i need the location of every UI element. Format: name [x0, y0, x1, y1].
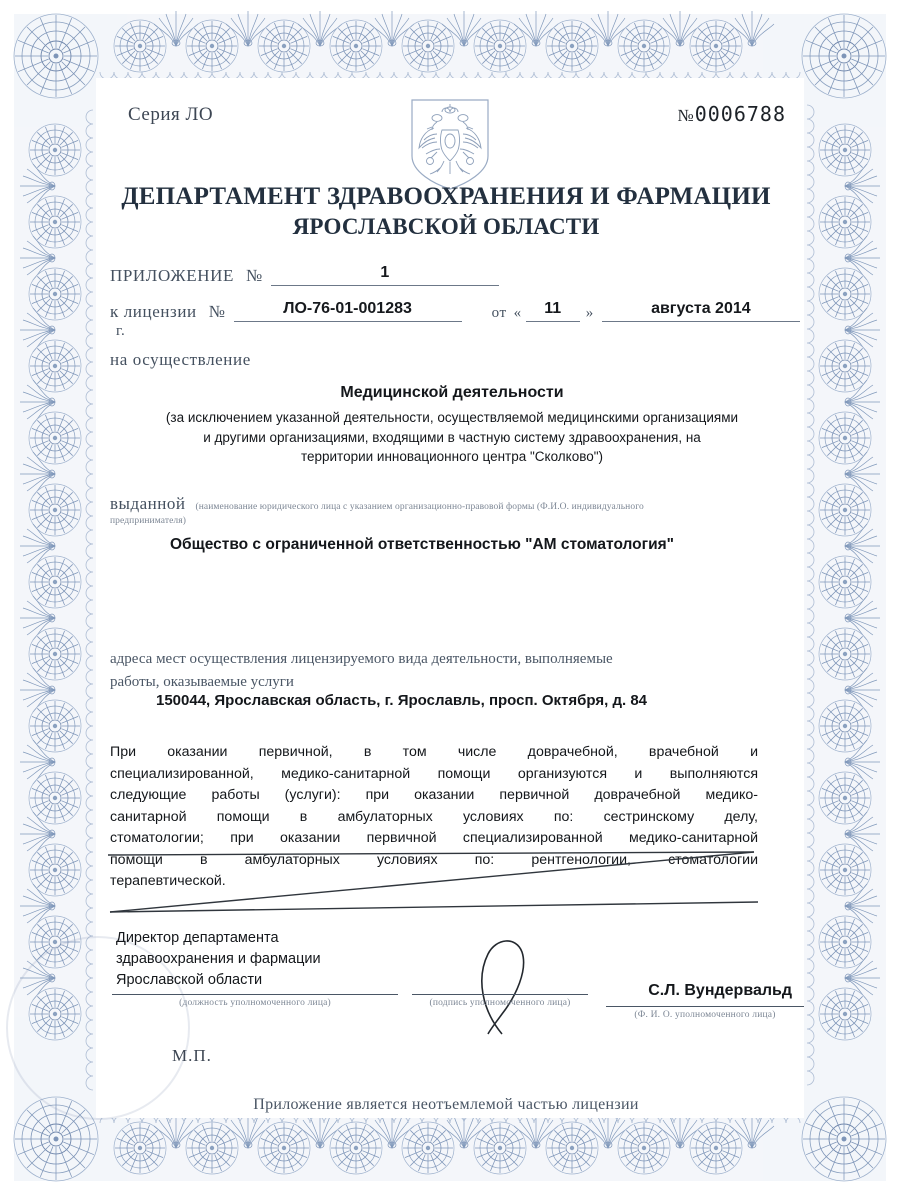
services-line7: терапевтической.	[110, 873, 226, 890]
activity-note-line1: (за исключением указанной деятельности, осуществляемой медицинскими организациями	[165, 410, 739, 425]
license-number-value: ЛО-76-01-001283	[234, 300, 462, 322]
activity-name: Медицинской деятельности	[340, 384, 564, 401]
signature-line-fullname	[606, 1006, 804, 1007]
cancellation-mark	[106, 850, 766, 924]
activity-prefix-label: на осуществление	[110, 350, 251, 369]
handwritten-signature-icon	[460, 930, 550, 1038]
signatory-role-line3: Ярославской области	[116, 972, 263, 989]
organization-name: Общество с ограниченной ответственностью "АМ стоматология"	[170, 536, 675, 553]
appendix-label: ПРИЛОЖЕНИЕ	[110, 266, 234, 285]
serial-number	[677, 102, 786, 126]
services-line4: санитарной помощи в амбулаторных условиях по: сестринскому делу,	[110, 808, 758, 825]
quote-close: »	[585, 305, 594, 321]
signatory-role	[116, 928, 321, 991]
appendix-number-sign: №	[245, 266, 263, 285]
activity-block	[126, 384, 778, 467]
services-line5: стоматологии; при оказании первичной специализированной медико-санитарной	[110, 830, 758, 847]
appendix-number-row	[110, 264, 800, 298]
services-line2: специализированной, медико-санитарной помощи организуются и выполняются	[110, 765, 758, 782]
signatory-role-line2: здравоохранения и фармации	[116, 951, 321, 968]
services-line6: помощи в амбулаторных условиях по: рентгенологии, стоматологии	[110, 851, 758, 868]
quote-open: «	[513, 305, 522, 321]
caption-fullname: (Ф. И. О. уполномоченного лица)	[634, 1010, 776, 1020]
activity-note-line3: территории инновационного центра "Сколково")	[300, 449, 604, 465]
year-suffix: г.	[116, 323, 126, 339]
caption-signature: (подпись уполномоченного лица)	[429, 998, 571, 1008]
caption-position: (должность уполномоченного лица)	[179, 998, 331, 1008]
issued-caption-line2: предпринимателя)	[110, 516, 187, 527]
signature-line-signature	[412, 994, 588, 995]
date-from-label: от	[491, 305, 507, 321]
license-label: к лицензии	[110, 302, 197, 321]
number-sign: №	[677, 106, 695, 125]
activity-note	[126, 408, 778, 467]
activity-note-line2: и другими организациями, входящими в частную систему здравоохранения, на	[203, 429, 701, 445]
issued-label: выданной	[110, 494, 186, 513]
serial-number-value: 0006788	[694, 102, 786, 126]
appendix-number-value: 1	[271, 264, 499, 286]
date-month-year-value: августа 2014	[602, 300, 800, 322]
services-line1: При оказании первичной, в том числе доврачебной, врачебной и	[110, 744, 758, 760]
signatory-role-line1: Директор департамента	[116, 930, 279, 946]
signatory-name: С.Л. Вундервальд	[648, 982, 792, 999]
signature-block	[110, 928, 800, 1038]
issued-caption-line1: (наименование юридического лица с указанием организационно-правовой формы (Ф.И.О. индивидуального	[195, 502, 644, 512]
department-title-line2: ЯРОСЛАВСКОЙ ОБЛАСТИ	[292, 213, 600, 239]
signature-line-position	[112, 994, 398, 995]
department-title-line1: ДЕПАРТАМЕНТ ЗДРАВООХРАНЕНИЯ И ФАРМАЦИИ	[121, 183, 771, 210]
services-line3: следующие работы (услуги): при оказании первичной доврачебной медико-	[110, 787, 758, 804]
address-caption-line2: работы, оказываемые услуги	[110, 673, 294, 690]
address-value: 150044, Ярославская область, г. Ярославль, просп. Октября, д. 84	[156, 692, 648, 709]
page-title	[96, 182, 796, 241]
document-content	[96, 78, 804, 1118]
issued-to-row	[110, 494, 800, 529]
date-day-value: 11	[526, 300, 580, 322]
address-caption	[110, 648, 710, 693]
stamp-place-label: М.П.	[172, 1046, 212, 1065]
license-number-row	[110, 300, 800, 339]
series-label: Серия ЛО	[128, 104, 214, 125]
footer-note: Приложение является неотъемлемой частью лицензии	[253, 1096, 639, 1113]
address-caption-line1: адреса мест осуществления лицензируемого вида деятельности, выполняемые	[110, 651, 613, 667]
russian-coat-of-arms-icon	[404, 96, 496, 192]
license-number-sign: №	[208, 302, 226, 321]
